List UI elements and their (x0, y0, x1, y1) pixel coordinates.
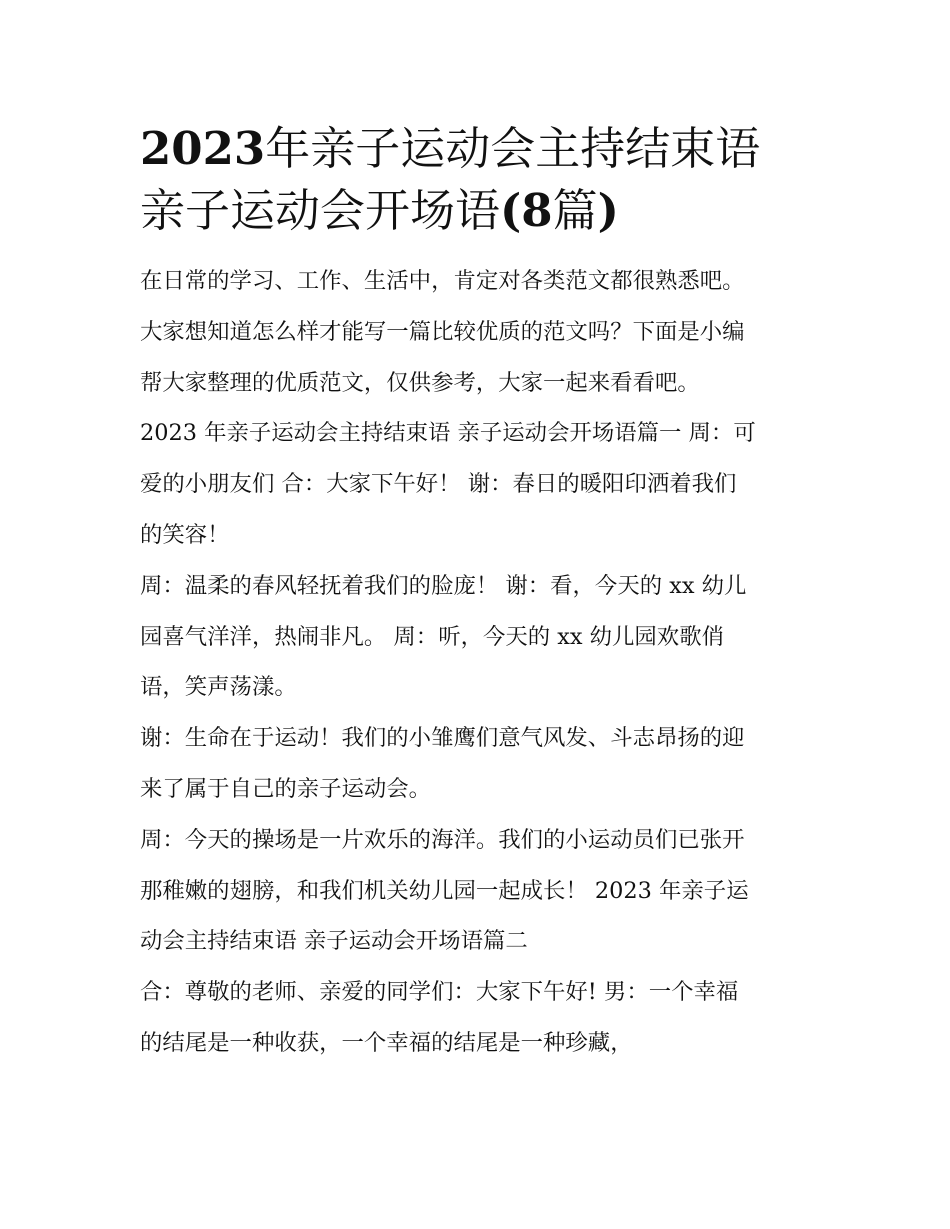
text-line: 谢：生命在于运动！我们的小雏鹰们意气风发、斗志昂扬的迎 (140, 725, 745, 752)
paragraph-part-two (140, 967, 820, 1069)
text-line: 动会主持结束语 亲子运动会开场语篇二 (140, 928, 528, 955)
paragraph-xie (140, 713, 820, 815)
text-line: 爱的小朋友们 合：大家下午好！ 谢：春日的暖阳印洒着我们 (140, 471, 737, 498)
title-count-close: ) (597, 184, 619, 237)
title-line-2 (140, 180, 820, 242)
title-line-1-text: 年亲子运动会主持结束语 (265, 122, 761, 175)
text-line: 合：尊敬的老师、亲爱的同学们：大家下午好! 男：一个幸福 (140, 979, 739, 1006)
document-body (140, 256, 820, 1069)
text-line: 来了属于自己的亲子运动会。 (140, 775, 432, 802)
paragraph-zhou-2 (140, 815, 820, 967)
text-line: 的笑容！ (140, 521, 230, 548)
text-line: 2023 年亲子运动会主持结束语 亲子运动会开场语篇一 周：可 (140, 420, 756, 447)
text-line: 大家想知道怎么样才能写一篇比较优质的范文吗？下面是小编 (140, 318, 745, 345)
title-year: 2023 (140, 122, 266, 175)
text-line: 那稚嫩的翅膀，和我们机关幼儿园一起成长！ 2023 年亲子运 (140, 877, 749, 904)
text-line: 周：今天的操场是一片欢乐的海洋。我们的小运动员们已张开 (140, 826, 745, 853)
text-line: 语，笑声荡漾。 (140, 674, 297, 701)
title-line-1 (140, 118, 820, 180)
document-content (140, 118, 820, 1069)
text-line: 的结尾是一种收获，一个幸福的结尾是一种珍藏， (140, 1029, 633, 1056)
document-title (140, 118, 820, 242)
title-count-unit: 篇 (552, 184, 598, 237)
paragraph-intro (140, 256, 820, 408)
title-line-2-text: 亲子运动会开场语 (140, 184, 501, 237)
paragraph-zhou-1 (140, 561, 820, 713)
text-line: 园喜气洋洋，热闹非凡。 周：听，今天的 xx 幼儿园欢歌俏 (140, 623, 724, 650)
title-count-open: (8 (500, 184, 553, 237)
text-line: 周：温柔的春风轻抚着我们的脸庞！ 谢：看，今天的 xx 幼儿 (140, 572, 747, 599)
text-line: 帮大家整理的优质范文，仅供参考，大家一起来看看吧。 (140, 369, 700, 396)
paragraph-part-one (140, 408, 820, 560)
text-line: 在日常的学习、工作、生活中，肯定对各类范文都很熟悉吧。 (140, 268, 745, 294)
